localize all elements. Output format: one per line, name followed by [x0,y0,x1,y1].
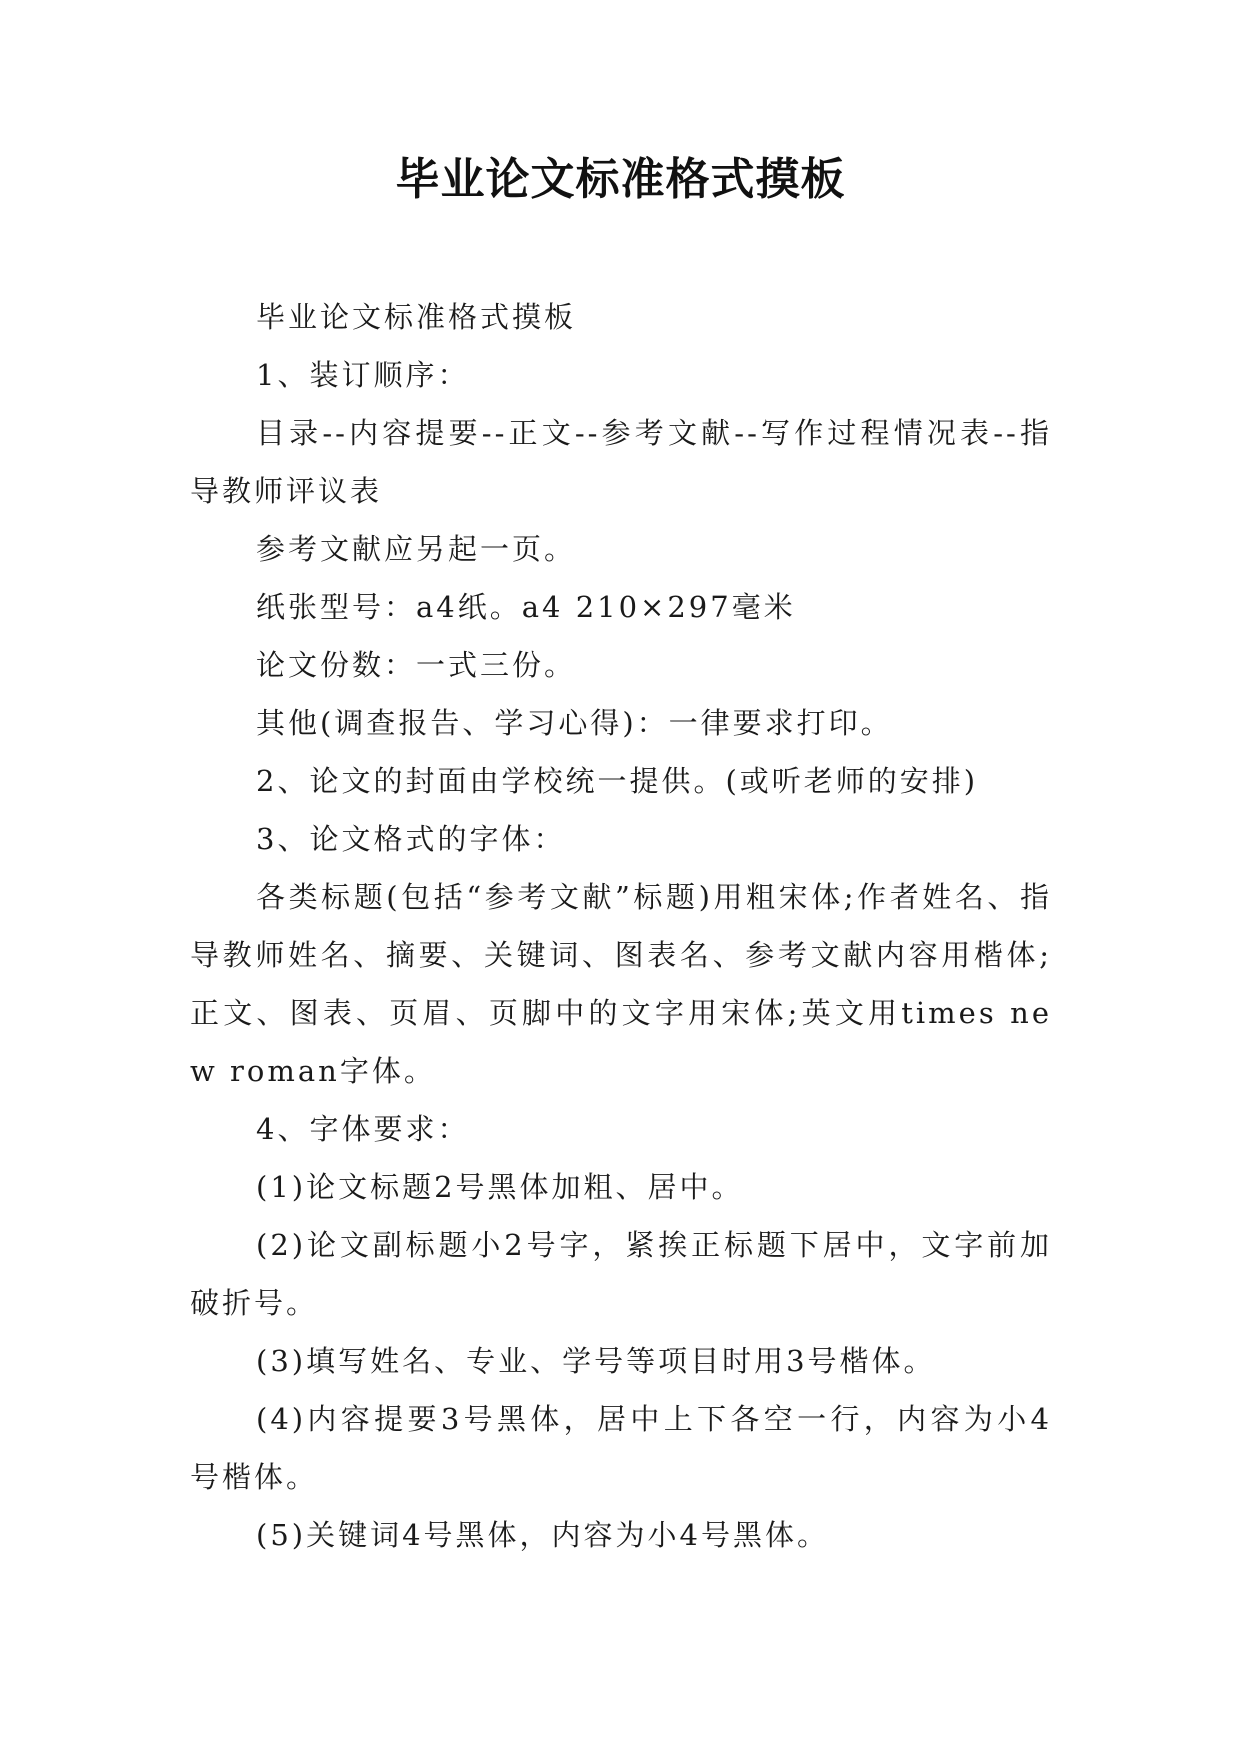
paragraph-requirement-1: (1)论文标题2号黑体加粗、居中。 [256,1170,744,1204]
paragraph-heading-repeat: 毕业论文标准格式摸板 [256,300,577,334]
document-body [190,288,1052,1564]
paragraph-font-details: 各类标题(包括“参考文献”标题)用粗宋体;作者姓名、指导教师姓名、摘要、关键词、图表名、参考文献内容用楷体;正文、图表、页眉、页脚中的文字用宋体;英文用times new roman字体。 [190,880,1052,1088]
paragraph-requirement-4: (4)内容提要3号黑体，居中上下各空一行，内容为小4号楷体。 [190,1402,1052,1494]
paragraph-copies: 论文份数：一式三份。 [256,648,577,682]
paragraph-references-page: 参考文献应另起一页。 [256,532,577,566]
paragraph-requirement-2: (2)论文副标题小2号字，紧挨正标题下居中，文字前加破折号。 [190,1228,1052,1320]
paragraph-font-format: 3、论文格式的字体： [256,822,566,856]
paragraph-binding-order: 1、装订顺序： [256,358,470,392]
paragraph-paper-size: 纸张型号：a4纸。a4 210×297毫米 [256,590,796,624]
paragraph-other-print: 其他(调查报告、学习心得)：一律要求打印。 [256,706,893,740]
document-title: 毕业论文标准格式摸板 [395,154,846,205]
paragraph-font-requirements: 4、字体要求： [256,1112,470,1146]
paragraph-cover: 2、论文的封面由学校统一提供。(或听老师的安排) [256,764,979,798]
paragraph-order-list: 目录--内容提要--正文--参考文献--写作过程情况表--指导教师评议表 [190,416,1052,508]
paragraph-requirement-5: (5)关键词4号黑体，内容为小4号黑体。 [256,1518,829,1552]
paragraph-requirement-3: (3)填写姓名、专业、学号等项目时用3号楷体。 [256,1344,936,1378]
